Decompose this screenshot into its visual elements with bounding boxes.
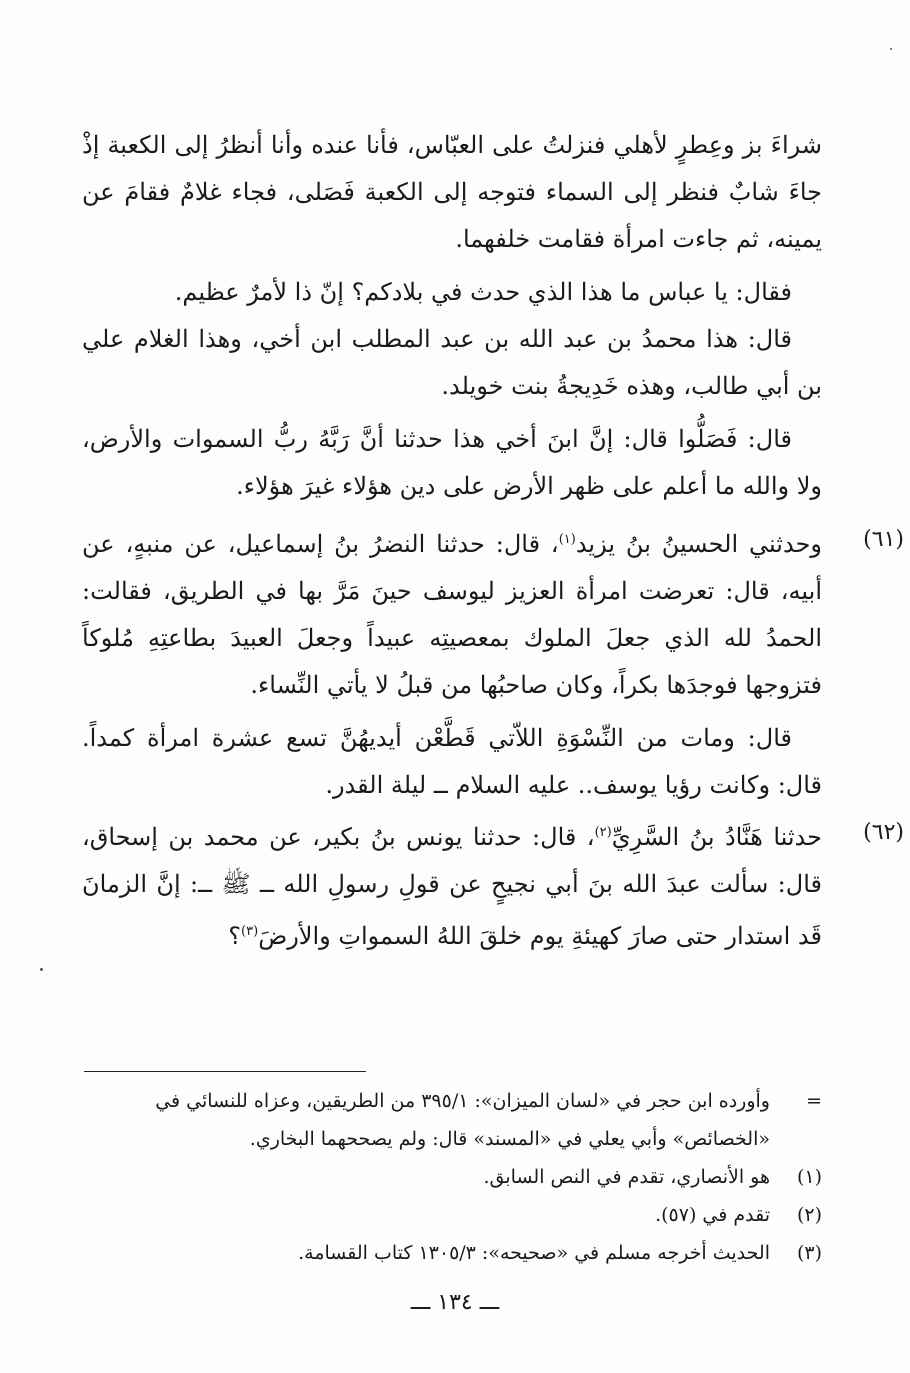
hadith-number: (٦١) [863, 527, 904, 552]
footnote-2 [82, 1196, 822, 1234]
paragraph-prayer: قال: فَصَلُّوا قال: إنَّ ابنَ أخي هذا حدثنا أنَّ رَبَّهُ ربُّ السموات والأرض، ولا والله ما أعلم على ظهر الأرض على دين هؤلاء غيرَ هؤلاء. [82, 425, 822, 500]
footnote-3 [82, 1234, 822, 1272]
hadith-text-part: حدثنا هَنَّادُ بنُ السَّرِيِّ [611, 823, 822, 851]
footnote-text: الحديث أخرجه مسلم في «صحيحه»: ١٣٠٥/٣ كتاب القسامة. [298, 1242, 770, 1264]
hadith-number: (٦٢) [863, 820, 904, 845]
scan-speck [890, 48, 892, 50]
main-text-block [82, 122, 904, 960]
footnote-marker: (٢) [796, 1204, 822, 1226]
hadith-text-part: ، قال: حدثنا يونس بنُ بكير، عن محمد بن إسحاق، قال: سألت عبدَ الله بنَ أبي نجيحٍ عن قولِ رسولِ الله ــ ﷺ ــ: إنَّ الزمانَ قَد استدار حتى صارَ كهيئةِ يوم خلقَ اللهُ السمواتِ والأرضَ [82, 823, 822, 950]
hadith-62 [82, 809, 904, 960]
footnote-marker: = [806, 1090, 822, 1112]
footnote-divider [84, 1071, 366, 1072]
footnote-ref: (١) [558, 532, 576, 547]
hadith-text-part: وحدثني الحسينُ بنُ يزيد [575, 530, 822, 558]
footnote-text: هو الأنصاري، تقدم في النص السابق. [483, 1166, 770, 1188]
footnote-ref: (٣) [241, 924, 259, 939]
scan-speck [40, 968, 43, 971]
hadith-text-part: ؟ [228, 922, 242, 950]
hadith-61 [82, 516, 904, 709]
footnote-marker: (٣) [796, 1242, 822, 1264]
footnote-marker: (١) [796, 1166, 822, 1188]
hadith-text [82, 809, 822, 960]
hadith-text-part: ، قال: حدثنا النضرُ بنُ إسماعيل، عن منبهٍ، عن أبيه، قال: تعرضت امرأة العزيز ليوسف حينَ مَرَّ بها في الطريق، فقالت: الحمدُ لله الذي جعلَ الملوك بمعصيتِه عبيداً وجعلَ العبيدَ بطاعتِهِ مُلوكاً فتزوجها فوجدَها بكراً، وكان صاحبُها من قبلُ لا يأتي النِّساء. [82, 530, 822, 699]
footnote-ref: (٢) [594, 825, 612, 840]
footnote-text: تقدم في (٥٧). [655, 1204, 770, 1226]
footnotes-block [82, 1082, 822, 1272]
paragraph-women: قال: ومات من النِّسْوَةِ اللاّتي قَطَّعْن أيديهُنَّ تسع عشرة امرأة كمداً. قال: وكانت رؤيا يوسف.. عليه السلام ــ ليلة القدر. [82, 724, 822, 799]
footnote-continuation [82, 1082, 822, 1158]
paragraph-abbas-question: فقال: يا عباس ما هذا الذي حدث في بلادكم؟ إنّ ذا لأمرٌ عظيم. [174, 278, 792, 306]
hadith-text [82, 516, 822, 709]
footnote-text: وأورده ابن حجر في «لسان الميزان»: ٣٩٥/١ من الطريقين، وعزاه للنسائي في «الخصائص» وأبي يعلي في «المسند» قال: ولم يصححهما البخاري. [155, 1090, 770, 1150]
footnote-1 [82, 1158, 822, 1196]
paragraph-abbas-answer: قال: هذا محمدُ بن عبد الله بن عبد المطلب ابن أخي، وهذا الغلام علي بن أبي طالب، وهذه خَدِيجةُ بنت خويلد. [82, 325, 822, 400]
page-number: ـــ ١٣٤ ـــ [410, 1290, 500, 1315]
paragraph-continuation: شراءَ بز وعِطرٍ لأهلي فنزلتُ على العبّاس، فأنا عنده وأنا أنظرُ إلى الكعبة إذْ جاءَ شابٌ فنظر إلى السماء فتوجه إلى الكعبة فَصَلى، فجاء غلامٌ فقامَ عن يمينه، ثم جاءت امرأة فقامت خلفهما. [82, 131, 822, 253]
